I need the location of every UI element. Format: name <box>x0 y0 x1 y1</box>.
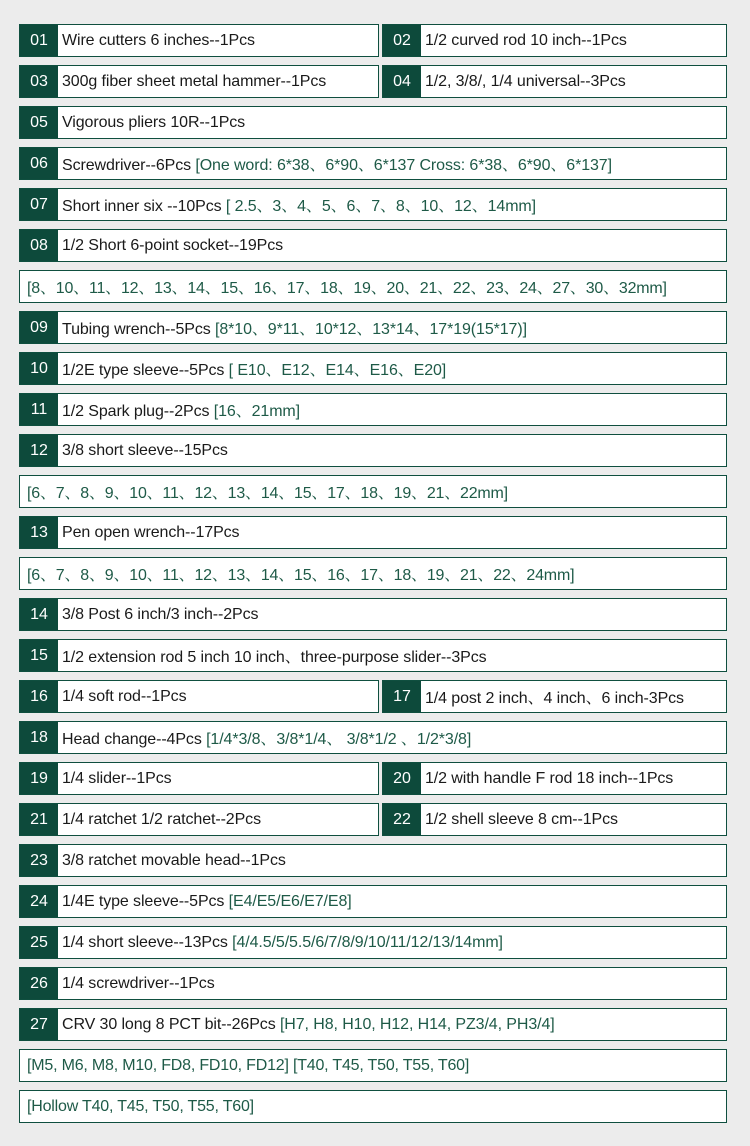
item-text: 1/2 with handle F rod 18 inch--1Pcs <box>425 769 674 787</box>
item-label <box>58 606 726 624</box>
item-number: 10 <box>20 353 58 384</box>
list-row <box>19 147 727 180</box>
list-row <box>19 1090 727 1123</box>
item-text: Tubing wrench--5Pcs <box>62 321 211 338</box>
item-label <box>421 73 726 91</box>
item-text: Short inner six --10Pcs <box>62 198 222 215</box>
item-text: Wire cutters 6 inches--1Pcs <box>62 31 255 49</box>
item-cell <box>19 352 727 385</box>
spec-continuation <box>19 1090 727 1123</box>
list-row <box>19 762 727 795</box>
item-number: 19 <box>20 763 58 794</box>
item-text: 3/8 short sleeve--15Pcs <box>62 441 228 459</box>
item-cell <box>19 434 727 467</box>
item-text: Head change--4Pcs <box>62 731 202 748</box>
item-cell <box>19 147 727 180</box>
item-spec: [E4/E5/E6/E7/E8] <box>224 892 352 910</box>
item-number: 27 <box>20 1009 58 1040</box>
item-label <box>58 975 726 993</box>
item-label <box>421 32 726 50</box>
item-cell <box>19 229 727 262</box>
item-number: 23 <box>20 845 58 876</box>
list-row <box>19 1008 727 1041</box>
item-cell <box>19 65 379 98</box>
item-cell <box>19 598 727 631</box>
item-cell <box>19 680 379 713</box>
item-text: 1/4 screwdriver--1Pcs <box>62 974 215 992</box>
item-label <box>58 357 726 380</box>
item-text: 1/4 ratchet 1/2 ratchet--2Pcs <box>62 810 261 828</box>
item-number: 20 <box>383 763 421 794</box>
item-text: Screwdriver--6Pcs <box>62 157 191 174</box>
list-row <box>19 393 727 426</box>
item-cell <box>382 24 727 57</box>
item-number: 12 <box>20 435 58 466</box>
item-label <box>58 934 726 952</box>
item-number: 16 <box>20 681 58 712</box>
list-row <box>19 721 727 754</box>
item-number: 11 <box>20 394 58 425</box>
list-row <box>19 516 727 549</box>
item-number: 03 <box>20 66 58 97</box>
list-row <box>19 926 727 959</box>
list-row <box>19 557 727 590</box>
item-label <box>421 770 726 788</box>
item-spec: [1/4*3/8、3/8*1/4、 3/8*1/2 、1/2*3/8] <box>201 731 472 748</box>
item-spec: [H7, H8, H10, H12, H14, PZ3/4, PH3/4] <box>275 1015 555 1033</box>
list-row <box>19 270 727 303</box>
item-text: 1/2E type sleeve--5Pcs <box>62 362 225 379</box>
item-text: Vigorous pliers 10R--1Pcs <box>62 113 246 131</box>
item-number: 09 <box>20 312 58 343</box>
item-text: 3/8 Post 6 inch/3 inch--2Pcs <box>62 605 259 623</box>
item-label <box>58 398 726 421</box>
item-cell <box>19 1008 727 1041</box>
item-label <box>58 770 378 788</box>
item-cell <box>19 885 727 918</box>
item-text: 1/4 short sleeve--13Pcs <box>62 933 228 951</box>
item-number: 17 <box>383 681 421 712</box>
item-cell <box>19 803 379 836</box>
spec-continuation <box>19 557 727 590</box>
list-row <box>19 229 727 262</box>
item-spec: [One word: 6*38、6*90、6*137 Cross: 6*38、6*90、6*137] <box>191 157 612 174</box>
list-row <box>19 434 727 467</box>
item-number: 18 <box>20 722 58 753</box>
spec-text: [8、10、11、12、13、14、15、16、17、18、19、20、21、22、23、24、27、30、32mm] <box>27 280 667 297</box>
list-row <box>19 803 727 836</box>
item-text: 1/4 post 2 inch、4 inch、6 inch-3Pcs <box>425 690 684 707</box>
item-number: 07 <box>20 189 58 220</box>
item-text: 1/4 slider--1Pcs <box>62 769 172 787</box>
item-label <box>58 1016 726 1034</box>
item-text: Pen open wrench--17Pcs <box>62 523 240 541</box>
spec-continuation <box>19 1049 727 1082</box>
item-text: 1/2 extension rod 5 inch 10 inch、three-purpose slider--3Pcs <box>62 649 487 666</box>
list-row <box>19 598 727 631</box>
list-row <box>19 1049 727 1082</box>
item-label <box>58 73 378 91</box>
item-number: 21 <box>20 804 58 835</box>
item-number: 05 <box>20 107 58 138</box>
item-text: 1/4E type sleeve--5Pcs <box>62 892 225 910</box>
item-text: 1/2 curved rod 10 inch--1Pcs <box>425 31 627 49</box>
item-number: 01 <box>20 25 58 56</box>
list-row <box>19 967 727 1000</box>
item-label <box>58 852 726 870</box>
item-number: 04 <box>383 66 421 97</box>
item-cell <box>382 65 727 98</box>
item-label <box>58 442 726 460</box>
list-row <box>19 475 727 508</box>
item-cell <box>19 926 727 959</box>
item-text: CRV 30 long 8 PCT bit--26Pcs <box>62 1015 276 1033</box>
item-number: 26 <box>20 968 58 999</box>
item-cell <box>19 188 727 221</box>
item-text: 1/2, 3/8/, 1/4 universal--3Pcs <box>425 72 626 90</box>
item-number: 06 <box>20 148 58 179</box>
item-text: 3/8 ratchet movable head--1Pcs <box>62 851 286 869</box>
spec-text: [M5, M6, M8, M10, FD8, FD10, FD12] [T40, T45, T50, T55, T60] <box>27 1056 470 1074</box>
item-number: 02 <box>383 25 421 56</box>
item-number: 25 <box>20 927 58 958</box>
item-text: 1/4 soft rod--1Pcs <box>62 687 187 705</box>
item-cell <box>19 762 379 795</box>
item-label <box>58 114 726 132</box>
spec-text: [6、7、8、9、10、11、12、13、14、15、16、17、18、19、21、22、24mm] <box>27 567 575 584</box>
item-label <box>421 685 726 708</box>
list-row <box>19 885 727 918</box>
item-number: 24 <box>20 886 58 917</box>
list-row <box>19 311 727 344</box>
item-spec: [16、21mm] <box>209 403 301 420</box>
item-text: 300g fiber sheet metal hammer--1Pcs <box>62 72 327 90</box>
item-number: 13 <box>20 517 58 548</box>
item-label <box>58 237 726 255</box>
item-label <box>58 316 726 339</box>
item-cell <box>19 844 727 877</box>
item-cell <box>19 516 727 549</box>
list-row <box>19 639 727 672</box>
item-label <box>58 152 726 175</box>
spec-continuation <box>19 475 727 508</box>
item-number: 22 <box>383 804 421 835</box>
list-row <box>19 844 727 877</box>
item-spec: [8*10、9*11、10*12、13*14、17*19(15*17)] <box>210 321 527 338</box>
item-cell <box>382 680 727 713</box>
item-label <box>421 811 726 829</box>
item-cell <box>19 721 727 754</box>
spec-text: [Hollow T40, T45, T50, T55, T60] <box>27 1097 254 1115</box>
item-label <box>58 726 726 749</box>
item-spec: [ 2.5、3、4、5、6、7、8、10、12、14mm] <box>221 198 537 215</box>
item-label <box>58 688 378 706</box>
list-row <box>19 680 727 713</box>
item-label <box>58 524 726 542</box>
item-cell <box>19 311 727 344</box>
item-cell <box>19 639 727 672</box>
item-label <box>58 32 378 50</box>
item-number: 08 <box>20 230 58 261</box>
list-row <box>19 188 727 221</box>
list-row <box>19 65 727 98</box>
item-text: 1/2 Short 6-point socket--19Pcs <box>62 236 284 254</box>
item-label <box>58 811 378 829</box>
item-spec: [4/4.5/5/5.5/6/7/8/9/10/11/12/13/14mm] <box>227 933 503 951</box>
item-label <box>58 193 726 216</box>
item-text: 1/2 Spark plug--2Pcs <box>62 403 210 420</box>
item-cell <box>19 24 379 57</box>
item-cell <box>382 803 727 836</box>
list-row <box>19 352 727 385</box>
item-cell <box>19 393 727 426</box>
item-label <box>58 644 726 667</box>
item-text: 1/2 shell sleeve 8 cm--1Pcs <box>425 810 618 828</box>
item-cell <box>382 762 727 795</box>
spec-continuation <box>19 270 727 303</box>
item-number: 15 <box>20 640 58 671</box>
item-number: 14 <box>20 599 58 630</box>
list-row <box>19 24 727 57</box>
item-label <box>58 893 726 911</box>
item-cell <box>19 967 727 1000</box>
item-spec: [ E10、E12、E14、E16、E20] <box>224 362 447 379</box>
list-row <box>19 106 727 139</box>
spec-text: [6、7、8、9、10、11、12、13、14、15、17、18、19、21、22mm] <box>27 485 508 502</box>
item-cell <box>19 106 727 139</box>
